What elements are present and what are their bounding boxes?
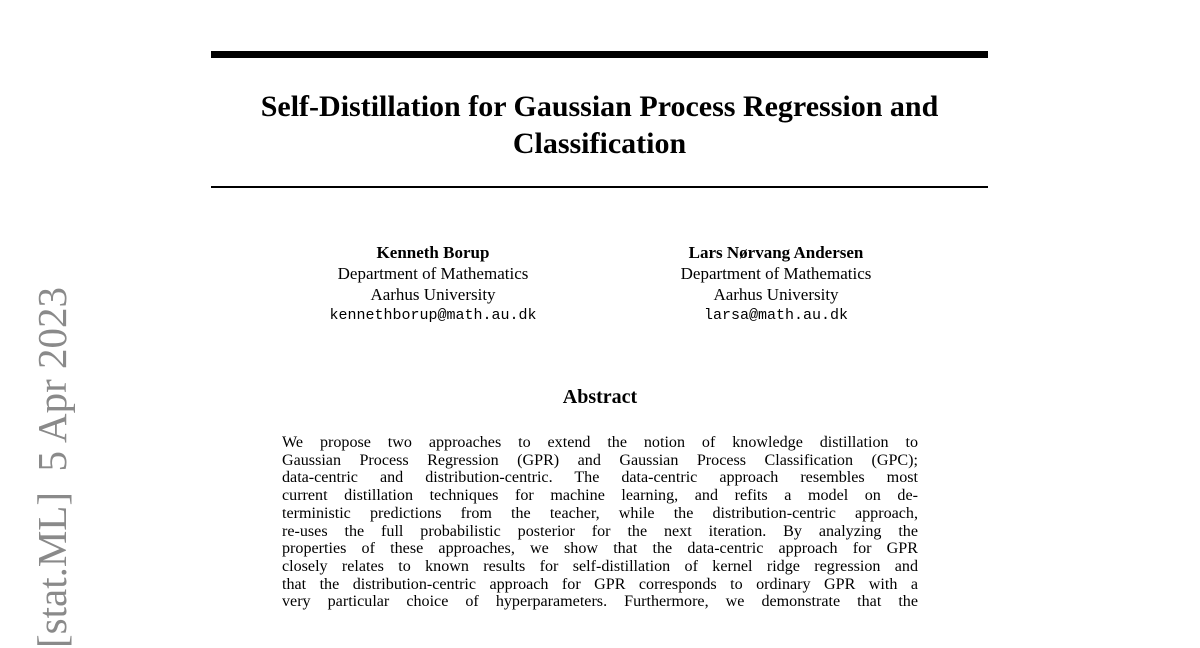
arxiv-stamp-text: [stat.ML] 5 Apr 2023	[29, 287, 75, 648]
abstract-heading: Abstract	[562, 386, 638, 408]
title-bottom-rule	[211, 186, 988, 188]
abstract-line: Gaussian Process Regression (GPR) and Gaussian Process Classification (GPC);	[282, 451, 918, 469]
author-name: Lars Nørvang Andersen	[688, 243, 864, 262]
abstract-line: terministic predictions from the teacher, while the distribution-centric approach,	[282, 504, 918, 522]
author-email[interactable]: larsa@math.au.dk	[703, 307, 849, 324]
abstract-line: data-centric and distribution-centric. The data-centric approach resembles most	[282, 469, 918, 487]
abstract-line: very particular choice of hyperparameters. Furthermore, we demonstrate that the	[282, 593, 918, 611]
author-email[interactable]: kennethborup@math.au.dk	[329, 307, 537, 324]
author-block-1	[282, 242, 584, 326]
author-department: Department of Mathematics	[680, 264, 872, 283]
title-top-rule	[211, 51, 988, 58]
abstract-line: current distillation techniques for machine learning, and refits a model on de-	[282, 487, 918, 505]
abstract-line: closely relates to known results for self-distillation of kernel ridge regression and	[282, 557, 918, 575]
author-block-2	[625, 242, 927, 326]
author-university: Aarhus University	[713, 285, 839, 304]
abstract-line: that the distribution-centric approach for GPR corresponds to ordinary GPR with a	[282, 575, 918, 593]
abstract-line: We propose two approaches to extend the notion of knowledge distillation to	[282, 434, 918, 451]
author-name: Kenneth Borup	[376, 243, 490, 262]
abstract-body	[282, 434, 918, 611]
abstract-line: re-uses the full probabilistic posterior for the next iteration. By analyzing the	[282, 522, 918, 540]
paper-title: Self-Distillation for Gaussian Process Regression and Classification	[260, 90, 939, 160]
author-university: Aarhus University	[370, 285, 496, 304]
author-department: Department of Mathematics	[337, 264, 529, 283]
abstract-line: properties of these approaches, we show that the data-centric approach for GPR	[282, 540, 918, 558]
